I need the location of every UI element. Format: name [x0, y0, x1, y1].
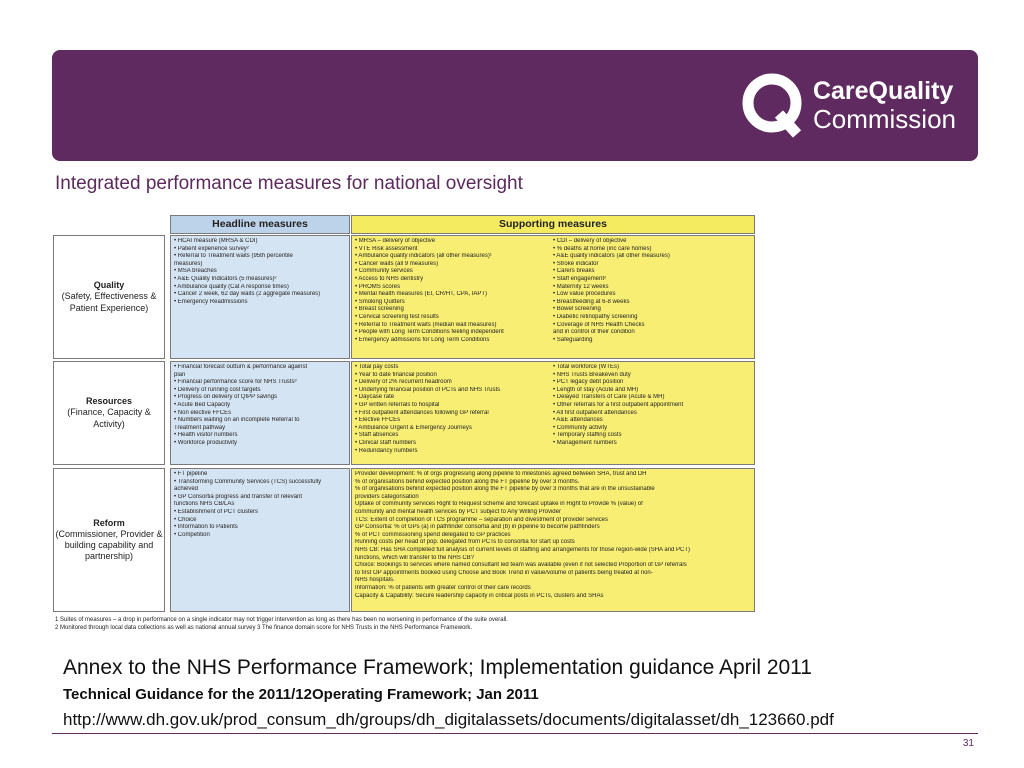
headline-header: Headline measures — [170, 215, 350, 234]
list-item: Uptake of community services Right to Request scheme and forecast uptake in Right to Provide % (value) of — [355, 501, 643, 508]
list-item: • Referral to Treatment waits (95th percentile — [174, 253, 293, 260]
list-item: Treatment pathway — [174, 424, 226, 431]
list-item: % of PCT commissioning spend delegated to GP practices — [355, 531, 511, 538]
list-item: functions NHS CB/LAs — [174, 501, 235, 508]
list-item: measures) — [174, 260, 203, 267]
list-item: • Delayed Transfers of Care (Acute & MH) — [553, 394, 665, 401]
list-item: • Delivery of running cost targets — [174, 386, 261, 393]
list-item: • Breast screening — [355, 306, 404, 313]
list-item: • Total pay costs — [355, 364, 399, 370]
list-item: • Financial forecast outturn & performance against — [174, 364, 308, 370]
list-item: • First outpatient attendances following GP referral — [355, 409, 489, 416]
list-item: Choice: Bookings to services where named consultant led team was available (even if not selected Proportion of GP referrals — [355, 562, 687, 569]
supporting-cell-resources — [351, 361, 755, 465]
list-item: • Smoking Quitters — [355, 298, 405, 305]
list-item: • Temporary staffing costs — [553, 432, 622, 439]
list-item: • Transforming Community Services (TCS) successfully — [174, 478, 322, 485]
row-subtitle: (Finance, Capacity & Activity) — [67, 407, 151, 429]
list-item: • Redundancy numbers — [355, 447, 418, 454]
list-item: • Stroke indicator — [553, 260, 599, 267]
list-item: • MSA breaches — [174, 268, 217, 275]
list-item: • Low value procedures — [553, 291, 616, 298]
list-item: • Mental health measures (EI, CR/HT, CPA, IAPT) — [355, 291, 488, 298]
list-item: • Cervical screening test results — [355, 313, 439, 320]
list-item: • Total workforce (WTEs) — [553, 364, 619, 370]
list-item: • Cancer waits (all 9 measures) — [355, 260, 439, 267]
list-item: • A&E Quality Indicators (5 measures)² — [174, 275, 277, 282]
list-item: NHS CB: Has SHA completed full analysis of current levels of staffing and arrangements for those region-wide (SHA and PCT) — [355, 546, 691, 553]
list-item: • Clinical staff numbers — [355, 439, 417, 446]
page-number: 31 — [962, 738, 974, 749]
list-item: • Information to Patients — [174, 524, 238, 531]
list-item: community and mental health services by PCT subject to Any Willing Provider — [355, 508, 561, 515]
list-item: • Competition — [174, 531, 210, 538]
list-item: • Progress on delivery of QIPP savings — [174, 394, 278, 401]
supporting-cell-quality — [351, 235, 755, 359]
list-item: • Choice — [174, 516, 197, 523]
list-item: • PROMS scores — [355, 283, 401, 290]
footnote: 2 Monitored through local data collections as well as national annual survey 3 The finance domain score for NHS Trusts in the NHS Performance Framework. — [55, 625, 473, 631]
list-item: • Safeguarding — [553, 336, 593, 343]
list-item: • HCAI measure (MRSA & CDI) — [174, 238, 258, 244]
cqc-logo — [739, 70, 956, 140]
list-item: • Cancer 2 week, 62 day waits (2 aggregate measures) — [174, 291, 321, 298]
headline-cell-resources — [170, 361, 350, 465]
logo-line-1: CareQuality — [812, 76, 954, 105]
row-title: Reform — [93, 517, 125, 528]
list-item: • Other referrals for a first outpatient appointment — [553, 401, 684, 408]
headline-cell-quality — [170, 235, 350, 359]
list-item: Provider development: % of orgs progressing along pipeline to milestones agreed between SHA, trust and DH — [355, 471, 647, 477]
list-item: • People with Long Term Conditions feeling independent — [355, 329, 504, 336]
list-item: • Delivery of 2% recurrent headroom — [355, 379, 452, 386]
list-item: TCS: Extent of completion of TCS programme – separation and divestment of provider services — [355, 516, 609, 523]
supporting-header: Supporting measures — [351, 215, 755, 234]
list-item: • PCT legacy debt position — [553, 379, 624, 386]
list-item: • Patient experience survey² — [174, 245, 249, 252]
list-item: • Health visitor numbers — [174, 432, 238, 439]
list-item: % of organisations behind expected position along the FT pipeline by over 3 months that are in the unsustainable — [355, 486, 655, 493]
list-item: achieved — [174, 486, 199, 493]
list-item: • Ambulance Urgent & Emergency Journeys — [355, 424, 472, 431]
list-item: GP Consortia: % of GPs (a) in pathfinder consortia and (b) in pipeline to become pathfinders — [355, 524, 600, 531]
list-item: • Emergency admissions for Long Term Conditions — [355, 336, 490, 343]
source-url-link[interactable]: http://www.dh.gov.uk/prod_consum_dh/groups/dh_digitalassets/documents/digitalasset/dh_123660.pdf — [63, 710, 834, 729]
list-item: • CDI – delivery of objective — [553, 238, 627, 244]
list-item: • A&E quality indicators (all other measures) — [553, 253, 670, 260]
list-item: • GP Consortia progress and transfer of relevant — [174, 493, 303, 500]
list-item: • Financial performance score for NHS Trusts³ — [174, 379, 297, 386]
list-item: • Elective FFCEs — [355, 417, 401, 424]
list-item: • GP written referrals to hospital — [355, 401, 440, 408]
footnote: 1 Suites of measures – a drop in performance on a single indicator may not trigger intervention as long as there has been no worsening in performance of the suite overall. — [55, 617, 508, 623]
row-title: Resources — [85, 396, 133, 407]
list-item: Running costs per head of pop. delegated from PCTs to consortia for start up costs — [355, 539, 575, 546]
page-title: Integrated performance measures for national oversight — [55, 173, 523, 194]
list-item: • % deaths at home (inc care homes) — [553, 245, 652, 252]
list-item: • Length of stay (Acute and MH) — [553, 386, 639, 393]
list-item: • Workforce productivity — [174, 439, 238, 446]
list-item: • Ambulance quality (Cat A response times) — [174, 283, 289, 290]
list-item: • Referral to Treatment waits (median wait measures) — [355, 321, 497, 328]
list-item: NHS hospitals. — [355, 577, 395, 584]
list-item: • Acute Bed Capacity — [174, 401, 231, 408]
header-banner — [52, 50, 978, 161]
list-item: to first OP appointments booked using Choose and Book Trend in value/volume of patients being treated at non- — [355, 569, 653, 576]
list-item: • Bowel screening — [553, 306, 601, 313]
list-item: • Numbers waiting on an incomplete Referral to — [174, 417, 300, 424]
row-title: Quality — [93, 280, 125, 291]
list-item: • Access to NHS dentistry — [355, 275, 424, 282]
list-item: • Management numbers — [553, 439, 617, 446]
row-label-quality — [53, 235, 165, 359]
list-item: functions, which will transfer to the NHS CB? — [355, 554, 475, 561]
list-item: • VTE Risk assessment — [355, 245, 418, 252]
list-item: Capacity & Capability: Secure leadership capacity in critical posts in PCTs, clusters and SHAs — [355, 592, 604, 599]
list-item: • Diabetic retinopathy screening — [553, 313, 638, 320]
list-item: • All first outpatient attendances — [553, 409, 637, 416]
footer-divider — [52, 733, 978, 734]
list-item: • Community activity — [553, 424, 608, 431]
logo-line-2: Commission — [812, 103, 956, 134]
row-label-reform — [53, 468, 165, 612]
list-item: • Coverage of NHS Health Checks — [553, 321, 645, 328]
list-item: • Non elective FFCEs — [174, 409, 232, 416]
list-item: • MRSA – delivery of objective — [355, 238, 436, 244]
list-item: • Underlying financial position of PCTs and NHS Trusts — [355, 386, 501, 393]
list-item: • Breastfeeding at 6-8 weeks — [553, 298, 630, 305]
headline-cell-reform — [170, 468, 350, 612]
list-item: • Emergency Readmissions — [174, 298, 248, 305]
row-subtitle: (Commissioner, Provider & building capability and partnership) — [55, 528, 163, 562]
list-item: Information: % of patients with greater control of their care records — [355, 584, 531, 591]
list-item: • Year to date financial position — [355, 371, 437, 378]
list-item: • FT pipeline — [174, 471, 208, 477]
list-item: providers categorisation — [355, 493, 419, 500]
list-item: • NHS Trusts Breakeven duty — [553, 371, 631, 378]
cqc-q-icon — [739, 70, 805, 140]
list-item: • A&E attendances — [553, 417, 603, 424]
list-item: • Maternity 12 weeks — [553, 283, 609, 290]
row-label-resources — [53, 361, 165, 465]
list-item: • Ambulance quality indicators (all other measures)¹ — [355, 253, 492, 260]
list-item: % of organisations behind expected position along the FT pipeline by over 3 months. — [355, 478, 580, 485]
list-item: • Carers breaks — [553, 268, 595, 275]
list-item: • Establishment of PCT clusters — [174, 508, 259, 515]
row-subtitle: (Safety, Effectiveness & Patient Experience) — [61, 291, 157, 313]
list-item: plan — [174, 371, 186, 378]
list-item: • Community services — [355, 268, 413, 275]
list-item: • Staff engagement² — [553, 275, 607, 282]
technical-guidance-caption: Technical Guidance for the 2011/12Operating Framework; Jan 2011 — [63, 686, 539, 703]
list-item: • Daycase rate — [355, 394, 395, 401]
supporting-cell-reform — [351, 468, 755, 612]
annex-caption: Annex to the NHS Performance Framework; Implementation guidance April 2011 — [63, 656, 812, 679]
list-item: • Staff absences — [355, 432, 399, 439]
list-item: and in control of their condition — [553, 329, 635, 336]
table-footnotes — [55, 616, 508, 632]
